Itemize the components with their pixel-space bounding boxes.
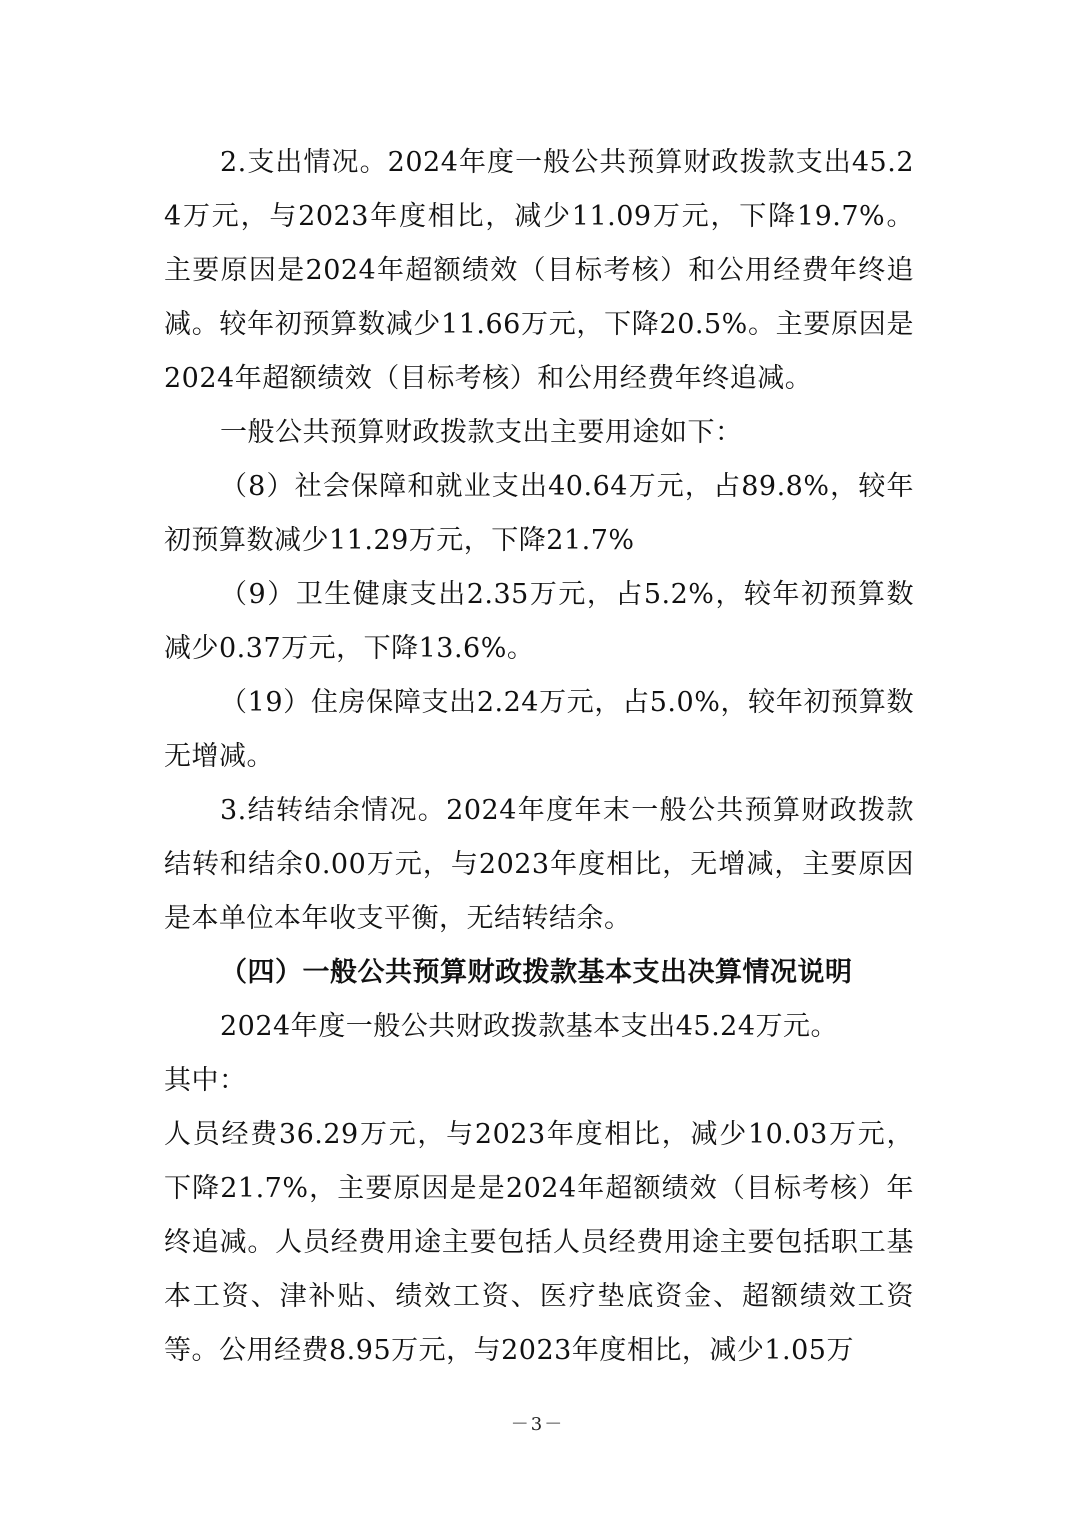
paragraph-among: 其中：	[164, 1065, 247, 1096]
paragraph-personnel: 人员经费36.29万元，与2023年度相比，减少10.03万元，下降21.7%，主要原因是是2024年超额绩效（目标考核）年终追减。人员经费用途主要包括人员经费用途主要包括职工基本工资、津补贴、绩效工资、医疗垫底资金、超额绩效工资等。公用经费8.95万元，与2023年度相比，减少1.05万	[164, 1119, 914, 1366]
page-number: －3－	[510, 1414, 565, 1435]
paragraph-uses-intro: 一般公共预算财政拨款支出主要用途如下：	[220, 417, 743, 448]
paragraph-item-health: （9）卫生健康支出2.35万元，占5.2%，较年初预算数减少0.37万元，下降13.6%。	[164, 579, 914, 664]
paragraph-item-housing: （19）住房保障支出2.24万元，占5.0%，较年初预算数无增减。	[164, 687, 914, 772]
paragraph-basic-total: 2024年度一般公共财政拨款基本支出45.24万元。	[220, 1011, 839, 1042]
paragraph-carryover: 3.结转结余情况。2024年度年末一般公共预算财政拨款结转和结余0.00万元，与2023年度相比，无增减，主要原因是本单位本年收支平衡，无结转结余。	[164, 795, 914, 934]
paragraph-item-social-security: （8）社会保障和就业支出40.64万元，占89.8%，较年初预算数减少11.29万元，下降21.7%	[164, 471, 914, 556]
paragraph-expenditure: 2.支出情况。2024年度一般公共预算财政拨款支出45.24万元，与2023年度相比，减少11.09万元，下降19.7%。主要原因是2024年超额绩效（目标考核）和公用经费年终追减。较年初预算数减少11.66万元，下降20.5%。主要原因是2024年超额绩效（目标考核）和公用经费年终追减。	[164, 147, 914, 394]
document-body	[164, 136, 914, 1378]
section-heading: （四）一般公共预算财政拨款基本支出决算情况说明	[220, 957, 853, 988]
